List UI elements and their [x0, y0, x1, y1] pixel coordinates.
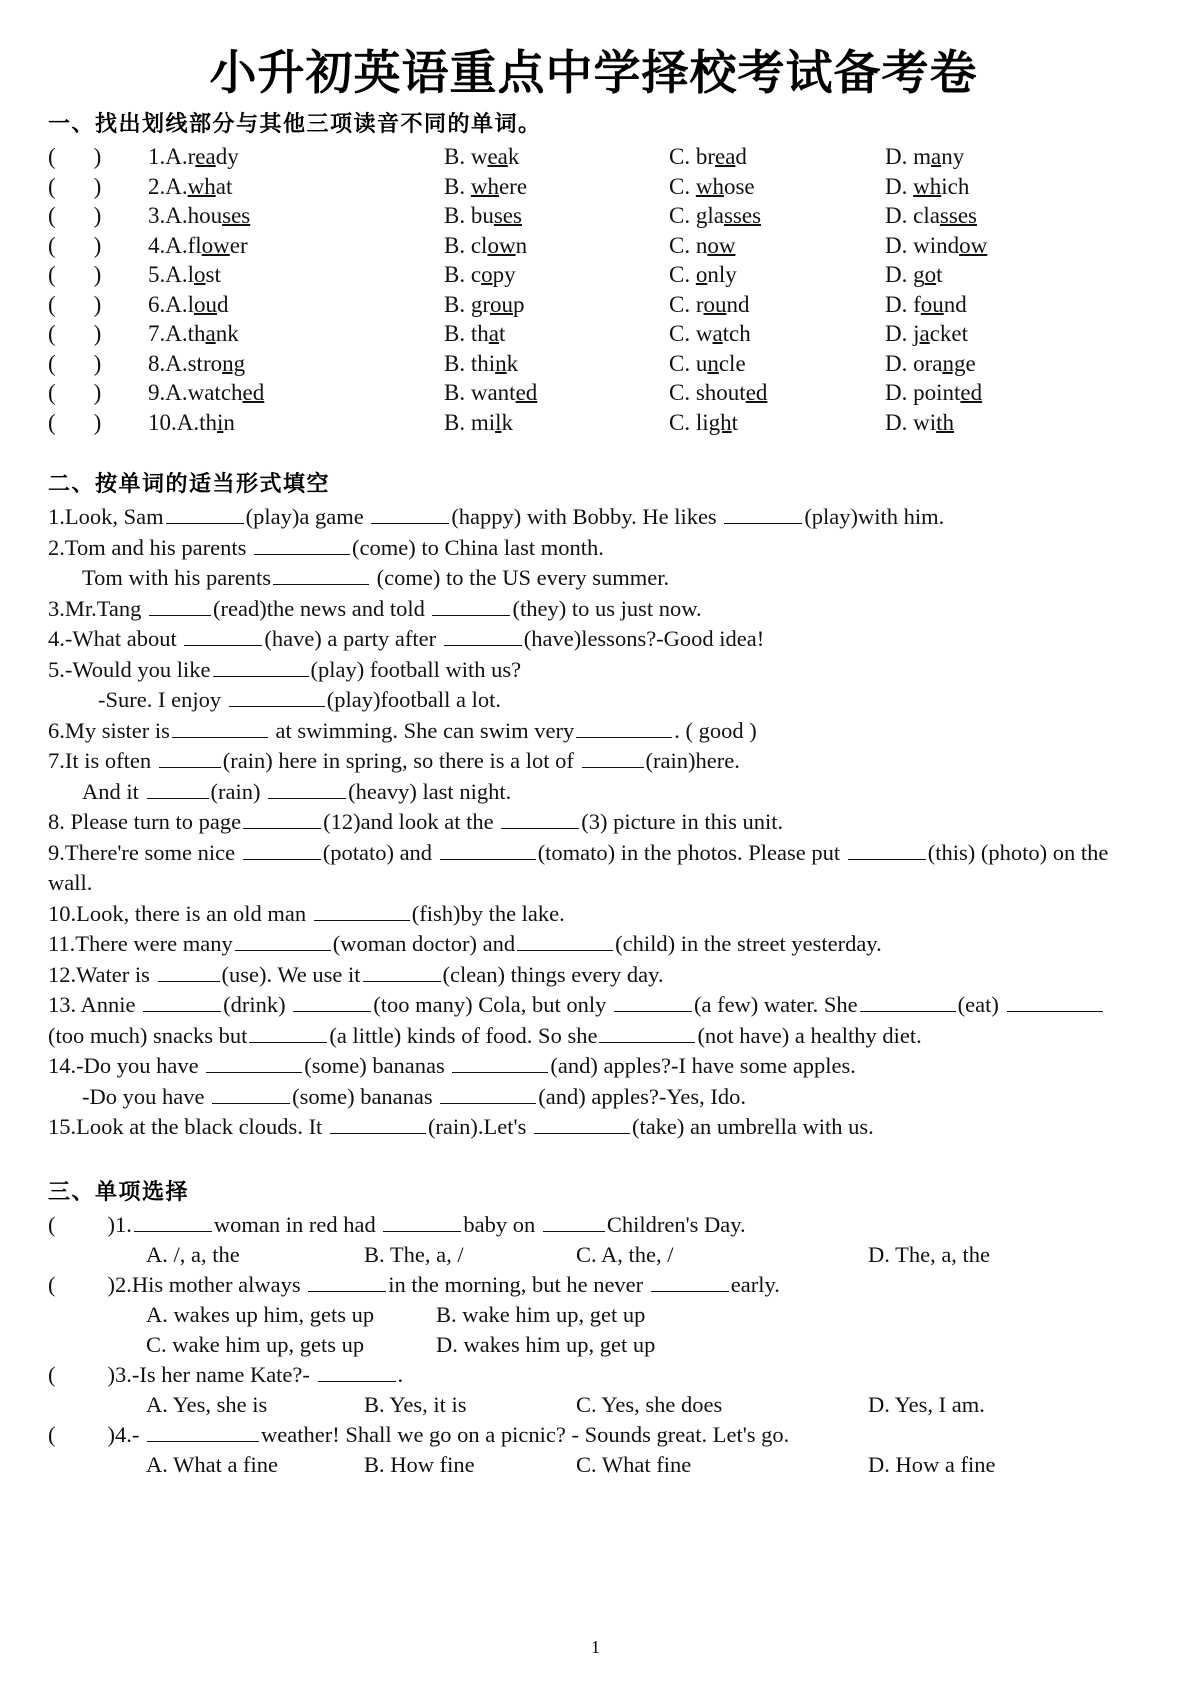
answer-bracket[interactable]: ( ) [48, 291, 102, 317]
question-number: 3. [115, 1361, 132, 1387]
section-3-heading: 三、单项选择 [48, 1179, 190, 1205]
text-run: 2.Tom and his parents [48, 534, 253, 560]
option-d[interactable]: D. many [885, 144, 965, 170]
text-run: 15.Look at the black clouds. It [48, 1114, 328, 1140]
text-run: woman in red had [213, 1211, 382, 1237]
fill-blank-question [48, 716, 1139, 747]
text-run: early. [730, 1271, 780, 1297]
text-run: (potato) and [322, 839, 438, 865]
option-c[interactable]: C. now [669, 232, 736, 258]
text-run: weather! Shall we go on a picnic? - Sounds great. Let's go. [261, 1421, 790, 1447]
text-run: (have)lessons?-Good idea! [523, 626, 765, 652]
table-row [48, 260, 1139, 290]
choice-option[interactable]: D. The, a, the [868, 1241, 991, 1267]
choice-option[interactable]: D. wakes him up, get up [436, 1331, 656, 1357]
option-b[interactable]: B. milk [444, 409, 514, 435]
choice-option[interactable]: A. What a fine [146, 1451, 279, 1477]
fill-blank-question [48, 990, 1139, 1051]
fill-blank-question [48, 838, 1139, 899]
choice-option[interactable]: C. wake him up, gets up [146, 1331, 365, 1357]
text-run: (and) apples?-Yes, Ido. [538, 1083, 746, 1109]
answer-blank[interactable] [184, 626, 262, 646]
answer-blank[interactable] [268, 779, 346, 799]
fill-blank-question [48, 1082, 1139, 1113]
text-run: 12.Water is [48, 961, 156, 987]
question-number: 1. [115, 1211, 132, 1237]
text-run: -Sure. I enjoy [98, 687, 227, 713]
table-row [48, 142, 1139, 172]
option-a[interactable]: 4.A.flower [148, 232, 248, 258]
question-number: 4. [115, 1421, 132, 1447]
text-run: (use). We use it [221, 961, 361, 987]
choice-option[interactable]: C. What fine [576, 1451, 692, 1477]
text-run: (rain) here in spring, so there is a lot of [222, 748, 580, 774]
option-d[interactable]: D. got [885, 262, 943, 288]
table-row [48, 349, 1139, 379]
answer-blank[interactable] [318, 1362, 396, 1382]
answer-blank[interactable] [543, 1212, 605, 1232]
option-b[interactable]: B. clown [444, 232, 528, 258]
answer-blank[interactable] [235, 931, 331, 951]
answer-blank[interactable] [330, 1114, 426, 1134]
option-d[interactable]: D. which [885, 173, 970, 199]
fill-blank-question [48, 502, 1139, 533]
choice-option[interactable]: B. wake him up, get up [436, 1301, 646, 1327]
answer-blank[interactable] [452, 1053, 548, 1073]
text-run: 11.There were many [48, 931, 233, 957]
option-d[interactable]: D. window [885, 232, 988, 258]
option-b[interactable]: B. where [444, 173, 528, 199]
option-b[interactable]: B. group [444, 291, 525, 317]
option-a[interactable]: 8.A.strong [148, 350, 246, 376]
table-row [48, 201, 1139, 231]
answer-bracket[interactable]: ( ) [48, 1421, 115, 1447]
answer-blank[interactable] [273, 565, 369, 585]
table-row [48, 231, 1139, 261]
option-c[interactable]: C. round [669, 291, 750, 317]
text-run: And it [82, 778, 145, 804]
answer-bracket[interactable]: ( ) [48, 1211, 115, 1237]
option-d[interactable]: D. jacket [885, 321, 969, 347]
text-run: (they) to us just now. [512, 595, 702, 621]
fill-blank-question [48, 655, 1139, 686]
option-c[interactable]: C. watch [669, 321, 751, 347]
choice-option-row [48, 1390, 1139, 1420]
answer-blank[interactable] [860, 992, 956, 1012]
text-run: Tom with his parents [82, 565, 272, 591]
option-b[interactable]: B. wanted [444, 380, 538, 406]
answer-blank[interactable] [1007, 992, 1103, 1012]
answer-blank[interactable] [243, 809, 321, 829]
option-d[interactable]: D. pointed [885, 380, 983, 406]
fill-blank-question [48, 899, 1139, 930]
answer-blank[interactable] [440, 1084, 536, 1104]
section-1-heading: 一、找出划线部分与其他三项读音不同的单词。 [48, 112, 542, 138]
option-c[interactable]: C. uncle [669, 350, 746, 376]
answer-blank[interactable] [724, 504, 802, 524]
option-c[interactable]: C. only [669, 262, 737, 288]
fill-blank-question [48, 685, 1139, 716]
text-run: (fish)by the lake. [411, 900, 565, 926]
text-run: 13. Annie [48, 992, 142, 1018]
text-run: (some) bananas [304, 1053, 451, 1079]
text-run: Children's Day. [606, 1211, 746, 1237]
option-b[interactable]: B. weak [444, 144, 520, 170]
answer-blank[interactable] [582, 748, 644, 768]
answer-bracket[interactable]: ( ) [48, 321, 102, 347]
text-run: . [397, 1361, 404, 1387]
answer-blank[interactable] [134, 1212, 212, 1232]
fill-blank-question [48, 1051, 1139, 1082]
fill-blank-question [48, 563, 1139, 594]
text-run: (rain) [210, 778, 267, 804]
text-run: . ( good ) [674, 717, 757, 743]
answer-blank[interactable] [314, 901, 410, 921]
option-a[interactable]: 5.A.lost [148, 262, 221, 288]
option-c[interactable]: C. light [669, 409, 739, 435]
fill-blank-question [48, 807, 1139, 838]
text-run: 7.It is often [48, 748, 157, 774]
option-c[interactable]: C. bread [669, 144, 747, 170]
answer-bracket[interactable]: ( ) [48, 409, 102, 435]
text-run: 1.Look, Sam [48, 504, 164, 530]
choice-option-row [48, 1300, 1139, 1330]
section-2-heading: 二、按单词的适当形式填空 [48, 472, 331, 498]
text-run: 8. Please turn to page [48, 809, 242, 835]
choice-option[interactable]: C. Yes, she does [576, 1391, 723, 1417]
text-run: (play)football a lot. [326, 687, 502, 713]
option-d[interactable]: D. found [885, 291, 967, 317]
text-run: (play) football with us? [310, 656, 522, 682]
table-row [48, 408, 1139, 438]
option-a[interactable]: 9.A.watched [148, 380, 265, 406]
answer-blank[interactable] [383, 1212, 461, 1232]
fill-blank-question [48, 594, 1139, 625]
text-run: (12)and look at the [323, 809, 500, 835]
text-run: (this) (photo) on the wall. [48, 839, 1109, 896]
text-run: baby on [463, 1211, 541, 1237]
option-d[interactable]: D. classes [885, 203, 977, 229]
answer-blank[interactable] [212, 1084, 290, 1104]
text-run: (read)the news and told [213, 595, 431, 621]
table-row [48, 290, 1139, 320]
text-run: (play)a game [245, 504, 370, 530]
option-a[interactable]: 2.A.what [148, 173, 233, 199]
text-run: -Do you have [82, 1083, 211, 1109]
choice-option[interactable]: C. A, the, / [576, 1241, 674, 1267]
text-run: 9.There're some nice [48, 839, 241, 865]
answer-bracket[interactable]: ( ) [48, 350, 102, 376]
answer-blank[interactable] [501, 809, 579, 829]
section-3-question-list [48, 1210, 1139, 1480]
option-b[interactable]: B. copy [444, 262, 516, 288]
option-b[interactable]: B. that [444, 321, 506, 347]
option-c[interactable]: C. whose [669, 173, 755, 199]
choice-option-row [48, 1330, 1139, 1360]
answer-blank[interactable] [444, 626, 522, 646]
answer-blank[interactable] [166, 504, 244, 524]
text-run: (clean) things every day. [442, 961, 664, 987]
choice-option[interactable]: B. The, a, / [364, 1241, 464, 1267]
fill-blank-question [48, 533, 1139, 564]
page-title: 小升初英语重点中学择校考试备考卷 [209, 46, 978, 101]
answer-blank[interactable] [229, 687, 325, 707]
text-run: (too many) Cola, but only [373, 992, 612, 1018]
choice-option[interactable]: B. Yes, it is [364, 1391, 467, 1417]
choice-option-row [48, 1240, 1139, 1270]
fill-blank-question [48, 746, 1139, 777]
table-row [48, 172, 1139, 202]
choice-option[interactable]: A. wakes up him, gets up [146, 1301, 375, 1327]
text-run: in the morning, but he never [388, 1271, 649, 1297]
text-run: (too much) snacks but [48, 1022, 248, 1048]
text-run: (3) picture in this unit. [581, 809, 784, 835]
answer-bracket[interactable]: ( ) [48, 144, 102, 170]
text-run: (not have) a healthy diet. [697, 1022, 922, 1048]
text-run: (heavy) last night. [348, 778, 512, 804]
choice-option[interactable]: D. How a fine [868, 1451, 996, 1477]
page-number: 1 [591, 1637, 600, 1657]
option-d[interactable]: D. with [885, 409, 955, 435]
answer-bracket[interactable]: ( ) [48, 232, 102, 258]
answer-blank[interactable] [254, 535, 350, 555]
text-run: (come) to the US every summer. [371, 565, 670, 591]
text-run: His mother always [131, 1271, 307, 1297]
choice-question-stem [48, 1420, 1139, 1450]
answer-blank[interactable] [848, 840, 926, 860]
answer-blank[interactable] [206, 1053, 302, 1073]
answer-blank[interactable] [371, 504, 449, 524]
answer-blank[interactable] [293, 992, 371, 1012]
answer-bracket[interactable]: ( ) [48, 1271, 115, 1297]
option-b[interactable]: B. buses [444, 203, 522, 229]
option-c[interactable]: C. shouted [669, 380, 768, 406]
table-row [48, 378, 1139, 408]
choice-option-row [48, 1450, 1139, 1480]
answer-blank[interactable] [651, 1272, 729, 1292]
answer-blank[interactable] [213, 657, 309, 677]
text-run: 3.Mr.Tang [48, 595, 148, 621]
answer-blank[interactable] [147, 779, 209, 799]
choice-question-stem [48, 1360, 1139, 1390]
text-run: (eat) [957, 992, 1005, 1018]
section-2-question-list [48, 502, 1139, 1143]
fill-blank-question [48, 777, 1139, 808]
text-run: 5.-Would you like [48, 656, 211, 682]
answer-blank[interactable] [249, 1023, 327, 1043]
option-a[interactable]: 6.A.loud [148, 291, 229, 317]
answer-blank[interactable] [149, 596, 211, 616]
text-run: (a little) kinds of food. So she [329, 1022, 598, 1048]
option-a[interactable]: 1.A.ready [148, 144, 239, 170]
text-run: -Is her name Kate?- [131, 1361, 316, 1387]
text-run: (a few) water. She [693, 992, 858, 1018]
choice-option[interactable]: A. Yes, she is [146, 1391, 268, 1417]
answer-blank[interactable] [243, 840, 321, 860]
fill-blank-question [48, 929, 1139, 960]
text-run: (happy) with Bobby. He likes [451, 504, 723, 530]
answer-blank[interactable] [576, 718, 672, 738]
text-run: 4.-What about [48, 626, 183, 652]
answer-blank[interactable] [432, 596, 510, 616]
answer-blank[interactable] [440, 840, 536, 860]
answer-bracket[interactable]: ( ) [48, 1361, 115, 1387]
fill-blank-question [48, 960, 1139, 991]
text-run: (woman doctor) and [332, 931, 516, 957]
answer-blank[interactable] [143, 992, 221, 1012]
text-run: (drink) [223, 992, 292, 1018]
text-run: (take) an umbrella with us. [631, 1114, 874, 1140]
text-run: 10.Look, there is an old man [48, 900, 312, 926]
text-run: (play)with him. [804, 504, 945, 530]
answer-blank[interactable] [159, 748, 221, 768]
table-row [48, 319, 1139, 349]
answer-blank[interactable] [599, 1023, 695, 1043]
fill-blank-question [48, 1112, 1139, 1143]
answer-blank[interactable] [534, 1114, 630, 1134]
answer-blank[interactable] [172, 718, 268, 738]
question-number: 2. [115, 1271, 132, 1297]
text-run: - [131, 1421, 145, 1447]
text-run: (rain).Let's [427, 1114, 532, 1140]
answer-blank[interactable] [158, 962, 220, 982]
choice-option[interactable]: A. /, a, the [146, 1241, 240, 1267]
text-run: (rain)here. [645, 748, 740, 774]
text-run: (and) apples?-I have some apples. [550, 1053, 856, 1079]
option-a[interactable]: 7.A.thank [148, 321, 239, 347]
answer-blank[interactable] [363, 962, 441, 982]
text-run: (have) a party after [264, 626, 442, 652]
choice-option[interactable]: B. How fine [364, 1451, 475, 1477]
text-run: (tomato) in the photos. Please put [537, 839, 846, 865]
answer-bracket[interactable]: ( ) [48, 203, 102, 229]
answer-bracket[interactable]: ( ) [48, 173, 102, 199]
option-a[interactable]: 3.A.houses [148, 203, 251, 229]
section-1-question-list [48, 142, 1139, 437]
choice-option[interactable]: D. Yes, I am. [868, 1391, 985, 1417]
answer-blank[interactable] [308, 1272, 386, 1292]
choice-question-stem [48, 1210, 1139, 1240]
option-d[interactable]: D. orange [885, 350, 976, 376]
answer-blank[interactable] [614, 992, 692, 1012]
text-run: 6.My sister is [48, 717, 170, 743]
answer-bracket[interactable]: ( ) [48, 380, 102, 406]
answer-bracket[interactable]: ( ) [48, 262, 102, 288]
text-run: at swimming. She can swim very [269, 717, 575, 743]
option-a[interactable]: 10.A.thin [148, 409, 235, 435]
option-b[interactable]: B. think [444, 350, 519, 376]
text-run: (some) bananas [292, 1083, 439, 1109]
text-run: (come) to China last month. [352, 534, 604, 560]
text-run: (child) in the street yesterday. [615, 931, 882, 957]
text-run: 14.-Do you have [48, 1053, 205, 1079]
answer-blank[interactable] [147, 1422, 259, 1442]
fill-blank-question [48, 624, 1139, 655]
option-c[interactable]: C. glasses [669, 203, 762, 229]
choice-question-stem [48, 1270, 1139, 1300]
answer-blank[interactable] [517, 931, 613, 951]
